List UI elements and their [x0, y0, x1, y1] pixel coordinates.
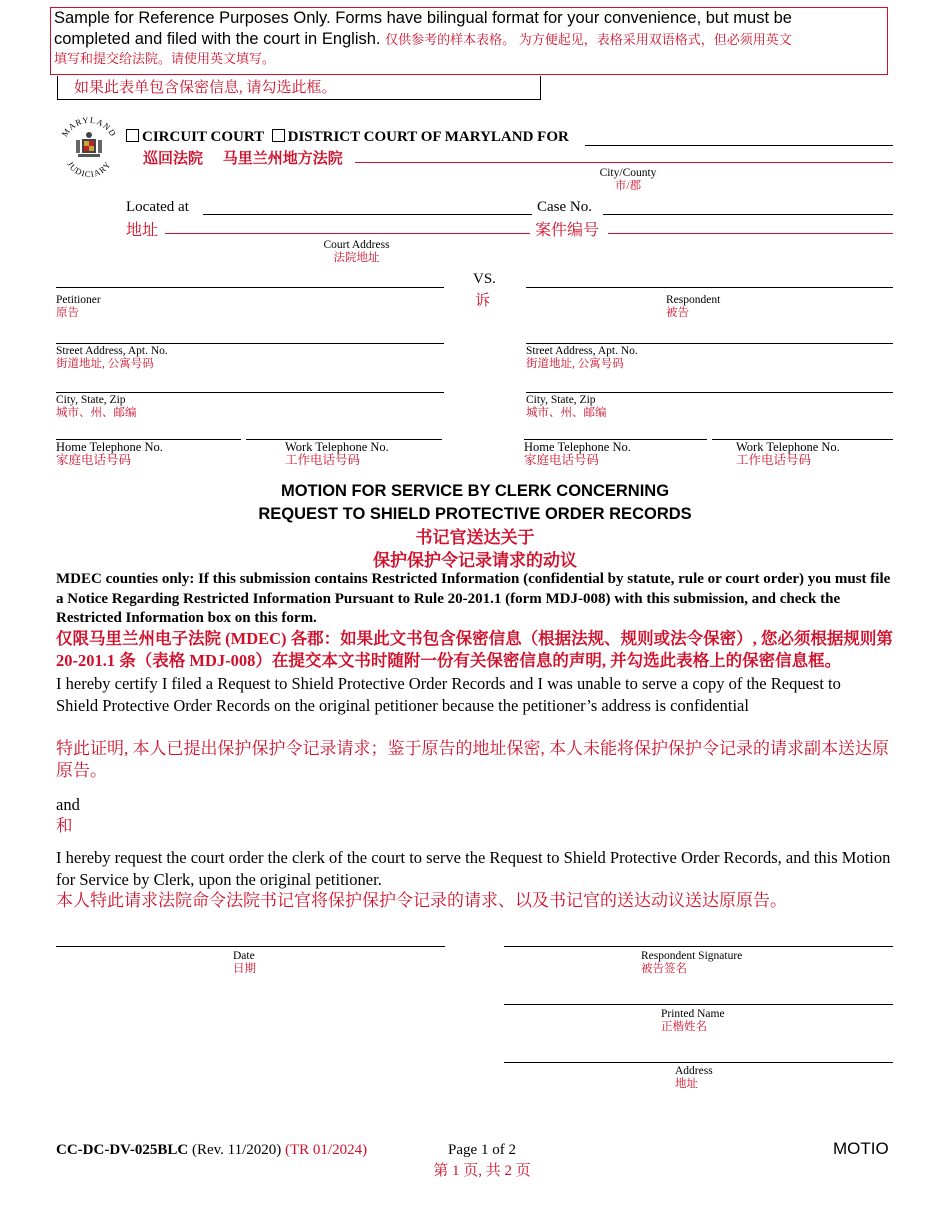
reference-banner — [50, 7, 888, 75]
form-revision: (Rev. 11/2020) — [191, 1142, 282, 1158]
seal-top-text: MARYLAND — [59, 114, 119, 139]
court-address-caption — [290, 239, 423, 265]
respondent-signature-zh: 被告签名 — [641, 963, 687, 975]
court-address-zh: 法院地址 — [333, 252, 380, 264]
page-number-en: Page 1 of 2 — [448, 1142, 516, 1158]
restricted-info-checkbox-row[interactable] — [57, 76, 541, 100]
respondent-work-tel-zh: 工作电话号码 — [736, 453, 812, 467]
respondent-city-zh: 城市、州、邮编 — [526, 407, 607, 419]
date-line[interactable] — [56, 946, 445, 947]
restricted-info-label: 如果此表单包含保密信息, 请勾选此框。 — [74, 80, 337, 96]
date-en: Date — [233, 950, 255, 962]
page-number — [420, 1142, 544, 1180]
located-at-zh: 地址 — [126, 222, 159, 239]
court-address-en: Court Address — [323, 239, 390, 251]
address-zh: 地址 — [675, 1078, 698, 1090]
maryland-judiciary-seal — [56, 112, 122, 182]
located-at-line[interactable] — [203, 214, 532, 215]
respondent-street-line[interactable] — [526, 343, 893, 344]
petitioner-work-tel-caption — [285, 441, 389, 467]
petitioner-city-line[interactable] — [56, 392, 444, 393]
respondent-signature-line[interactable] — [504, 946, 893, 947]
respondent-caption — [666, 294, 720, 320]
case-no-label: Case No. — [537, 199, 592, 215]
title-zh-line2: 保护保护令记录请求的动议 — [373, 551, 577, 570]
mdec-notice-en: MDEC counties only: If this submission contains Restricted Information (confidential by statute, rule or court order) you must file a Notice Regarding Restricted Information Pursuant to Rule 20-201.1 (form MDJ-008) with this submission, and check the Restricted Information box on this form. — [56, 571, 891, 626]
court-county-line[interactable] — [585, 145, 893, 146]
title-en-line1: MOTION FOR SERVICE BY CLERK CONCERNING — [280, 482, 670, 500]
city-county-en: City/County — [599, 167, 657, 179]
district-court-zh: 马里兰州地方法院 — [222, 151, 343, 167]
respondent-street-caption — [526, 345, 638, 371]
svg-text:JUDICIARY — [65, 159, 113, 179]
title-en-line2: REQUEST TO SHIELD PROTECTIVE ORDER RECORDS — [258, 505, 692, 523]
respondent-city-line[interactable] — [526, 392, 893, 393]
printed-name-line[interactable] — [504, 1004, 893, 1005]
case-no-zh: 案件编号 — [535, 222, 600, 239]
page-number-zh: 第 1 页, 共 2 页 — [433, 1163, 531, 1179]
banner-line2-zh: 仅供参考的样本表格。 为方便起见，表格采用双语格式，但必须用英文 — [385, 32, 792, 47]
petitioner-work-tel-en: Work Telephone No. — [285, 440, 389, 454]
petitioner-work-tel-zh: 工作电话号码 — [285, 453, 361, 467]
certify-text-en: I hereby certify I filed a Request to Shield Protective Order Records and I was unable to serve a copy of the Request to Shield Protective Order Records on the original petitioner because the petitioner’s address is confidential — [56, 674, 841, 715]
banner-line2-en: completed and filed with the court in English. — [54, 30, 381, 48]
mdec-notice-zh: 仅限马里兰州电子法院 (MDEC) 各郡：如果此文书包含保密信息（根据法规、规则或法令保密）, 您必须根据规则第 20-201.1 条（表格 MDJ-008）在提交本文书时随附一份有关保密信息的声明, 并勾选此表格上的保密信息框。 — [56, 629, 893, 670]
city-county-caption — [560, 167, 696, 193]
and-en: and — [56, 795, 80, 814]
address-caption — [675, 1065, 713, 1091]
petitioner-city-en: City, State, Zip — [56, 394, 126, 406]
district-court-checkbox[interactable] — [272, 129, 285, 142]
petitioner-street-zh: 街道地址, 公寓号码 — [56, 358, 154, 370]
petitioner-zh: 原告 — [56, 307, 79, 319]
and-zh: 和 — [56, 816, 73, 835]
located-at-line-zh — [165, 233, 530, 234]
circuit-court-label: CIRCUIT COURT — [142, 129, 264, 145]
petitioner-home-tel-caption — [56, 441, 163, 467]
respondent-work-tel-en: Work Telephone No. — [736, 440, 840, 454]
printed-name-zh: 正楷姓名 — [661, 1021, 707, 1033]
date-caption — [233, 950, 256, 976]
banner-line2 — [54, 29, 887, 50]
title-zh-line1: 书记官送达关于 — [415, 528, 535, 547]
circuit-court-zh: 巡回法院 — [143, 151, 204, 167]
respondent-city-en: City, State, Zip — [526, 394, 596, 406]
seal-bottom-text: JUDICIARY — [65, 159, 113, 180]
respondent-signature-en: Respondent Signature — [641, 950, 743, 962]
respondent-en: Respondent — [666, 294, 721, 306]
footer-form-number — [56, 1142, 367, 1159]
located-at-label: Located at — [126, 199, 189, 215]
case-no-line-zh — [608, 233, 893, 234]
respondent-work-tel-caption — [736, 441, 840, 467]
petitioner-caption — [56, 294, 101, 320]
respondent-home-tel-en: Home Telephone No. — [524, 440, 631, 454]
banner-line3-zh: 填写和提交给法院。请使用英文填写。 — [54, 51, 276, 66]
form-title — [0, 480, 950, 572]
address-en: Address — [675, 1065, 713, 1077]
printed-name-caption — [661, 1008, 725, 1034]
respondent-home-tel-caption — [524, 441, 631, 467]
request-text-zh: 本人特此请求法院命令法院书记官将保护保护令记录的请求、以及书记官的送达动议送达原原告。 — [56, 891, 787, 910]
form-number: CC-DC-DV-025BLC — [56, 1142, 189, 1158]
respondent-city-caption — [526, 394, 607, 420]
petitioner-city-zh: 城市、州、邮编 — [56, 407, 137, 419]
petitioner-home-tel-zh: 家庭电话号码 — [56, 453, 132, 467]
form-translation-rev: (TR 01/2024) — [285, 1142, 368, 1158]
respondent-signature-caption — [641, 950, 742, 976]
respondent-zh: 被告 — [666, 307, 689, 319]
petitioner-city-caption — [56, 394, 137, 420]
request-text-en: I hereby request the court order the clerk of the court to serve the Request to Shield Protective Order Records, and this Motion for Service by Clerk, upon the original petitioner. — [56, 848, 891, 889]
case-no-line[interactable] — [603, 214, 893, 215]
respondent-street-zh: 街道地址, 公寓号码 — [526, 358, 624, 370]
petitioner-street-caption — [56, 345, 168, 371]
vs-label: VS. — [473, 271, 496, 287]
district-court-label: DISTRICT COURT OF MARYLAND FOR — [287, 129, 569, 145]
respondent-line[interactable] — [526, 287, 893, 288]
date-zh: 日期 — [233, 963, 256, 975]
respondent-street-en: Street Address, Apt. No. — [526, 345, 638, 357]
address-line[interactable] — [504, 1062, 893, 1063]
circuit-court-checkbox[interactable] — [126, 129, 139, 142]
printed-name-en: Printed Name — [661, 1008, 725, 1020]
certify-text-zh: 特此证明, 本人已提出保护保护令记录请求；鉴于原告的地址保密, 本人未能将保护保护令记录的请求副本送达原原告。 — [56, 739, 889, 780]
banner-line1: Sample for Reference Purposes Only. Forms have bilingual format for your convenience, but must be — [54, 9, 792, 27]
vs-zh: 诉 — [475, 293, 491, 309]
petitioner-home-tel-en: Home Telephone No. — [56, 440, 163, 454]
petitioner-street-line[interactable] — [56, 343, 444, 344]
court-county-line-zh — [355, 162, 893, 163]
petitioner-line[interactable] — [56, 287, 444, 288]
court-type-row — [126, 129, 569, 146]
city-county-zh: 市/郡 — [614, 180, 642, 192]
respondent-home-tel-zh: 家庭电话号码 — [524, 453, 600, 467]
court-type-zh-row — [143, 147, 343, 168]
footer-motio: MOTIO — [833, 1139, 889, 1158]
petitioner-en: Petitioner — [56, 294, 101, 306]
petitioner-street-en: Street Address, Apt. No. — [56, 345, 168, 357]
